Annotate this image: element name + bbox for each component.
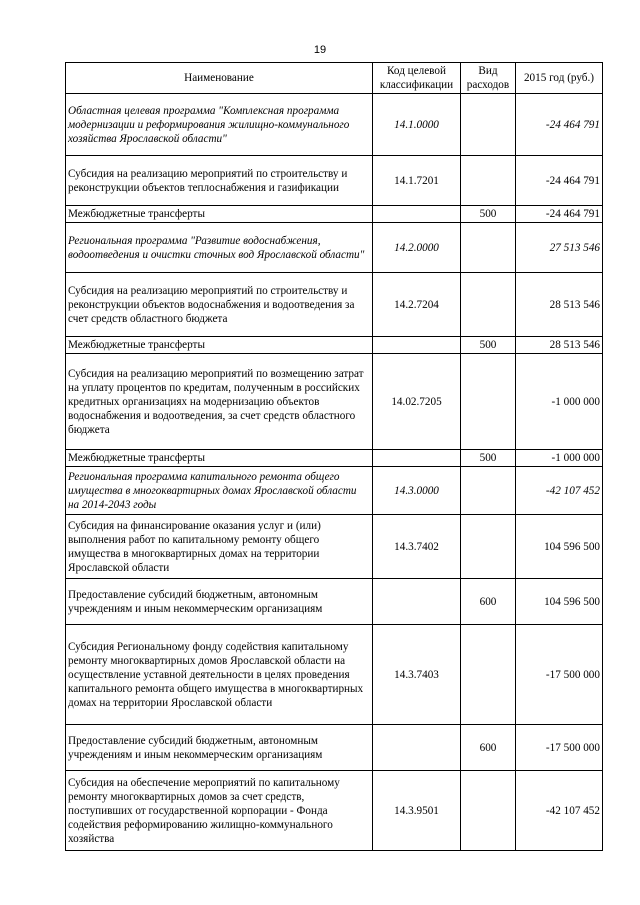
- row-sum: 28 513 546: [516, 273, 603, 337]
- row-name: Субсидия на реализацию мероприятий по строительству и реконструкции объектов водоснабжения и водоотведения за счет средств областного бюджета: [66, 273, 373, 337]
- row-code: 14.02.7205: [373, 354, 461, 450]
- row-sum: -24 464 791: [516, 94, 603, 156]
- row-sum: 28 513 546: [516, 337, 603, 354]
- row-name: Предоставление субсидий бюджетным, автономным учреждениям и иным некоммерческим организациям: [66, 579, 373, 625]
- row-code: [373, 579, 461, 625]
- row-name: Межбюджетные трансферты: [66, 337, 373, 354]
- table-row: [66, 354, 603, 450]
- row-type: 600: [461, 725, 516, 771]
- table-row: [66, 156, 603, 206]
- table-row: [66, 337, 603, 354]
- table-row: [66, 467, 603, 515]
- row-type: 600: [461, 579, 516, 625]
- row-code: 14.3.7402: [373, 515, 461, 579]
- row-sum: 104 596 500: [516, 579, 603, 625]
- row-type: [461, 94, 516, 156]
- row-code: [373, 206, 461, 223]
- row-sum: -17 500 000: [516, 725, 603, 771]
- table-header-row: [66, 63, 603, 94]
- row-type: 500: [461, 337, 516, 354]
- row-type: 500: [461, 206, 516, 223]
- row-code: 14.3.9501: [373, 771, 461, 851]
- row-name: Межбюджетные трансферты: [66, 206, 373, 223]
- row-type: [461, 223, 516, 273]
- row-code: 14.1.0000: [373, 94, 461, 156]
- row-type: [461, 354, 516, 450]
- header-code: Код целевой классификации: [373, 63, 461, 94]
- row-sum: -17 500 000: [516, 625, 603, 725]
- row-name: Субсидия на финансирование оказания услуг и (или) выполнения работ по капитальному ремонту общего имущества в многоквартирных домах на территории Ярославской области: [66, 515, 373, 579]
- table-row: [66, 94, 603, 156]
- header-sum: 2015 год (руб.): [516, 63, 603, 94]
- row-name: Субсидия на реализацию мероприятий по возмещению затрат на уплату процентов по кредитам, полученным в российских кредитных организациях на модернизацию объектов водоснабжения и водоотведения, за счет средств областного бюджета: [66, 354, 373, 450]
- table-row: [66, 725, 603, 771]
- table-row: [66, 625, 603, 725]
- table-row: [66, 206, 603, 223]
- row-sum: 27 513 546: [516, 223, 603, 273]
- row-sum: -24 464 791: [516, 206, 603, 223]
- page-number: 19: [313, 44, 327, 56]
- row-type: [461, 515, 516, 579]
- row-type: [461, 156, 516, 206]
- header-type: Вид расходов: [461, 63, 516, 94]
- row-code: 14.2.7204: [373, 273, 461, 337]
- table-row: [66, 771, 603, 851]
- row-type: [461, 625, 516, 725]
- table-row: [66, 579, 603, 625]
- row-type: [461, 467, 516, 515]
- row-type: 500: [461, 450, 516, 467]
- row-sum: 104 596 500: [516, 515, 603, 579]
- row-sum: -42 107 452: [516, 467, 603, 515]
- row-code: [373, 450, 461, 467]
- row-code: [373, 337, 461, 354]
- row-code: 14.3.0000: [373, 467, 461, 515]
- row-name: Предоставление субсидий бюджетным, автономным учреждениям и иным некоммерческим организациям: [66, 725, 373, 771]
- row-name: Региональная программа "Развитие водоснабжения, водоотведения и очистки сточных вод Ярославской области": [66, 223, 373, 273]
- header-name: Наименование: [66, 63, 373, 94]
- table-row: [66, 273, 603, 337]
- row-code: 14.2.0000: [373, 223, 461, 273]
- row-code: 14.1.7201: [373, 156, 461, 206]
- row-sum: -1 000 000: [516, 450, 603, 467]
- table-row: [66, 515, 603, 579]
- row-name: Субсидия на обеспечение мероприятий по капитальному ремонту многоквартирных домов за счет средств, поступивших от государственной корпорации - Фонда содействия реформированию жилищно-коммунального хозяйства: [66, 771, 373, 851]
- row-name: Субсидия Региональному фонду содействия капитальному ремонту многоквартирных домов Ярославской области на осуществление уставной деятельности в целях проведения капитального ремонта общего имущества в многоквартирных домах на территории Ярославской области: [66, 625, 373, 725]
- row-code: 14.3.7403: [373, 625, 461, 725]
- row-type: [461, 771, 516, 851]
- row-name: Региональная программа капитального ремонта общего имущества в многоквартирных домах Ярославской области на 2014-2043 годы: [66, 467, 373, 515]
- budget-table: [65, 62, 603, 851]
- row-name: Областная целевая программа "Комплексная программа модернизации и реформирования жилищно-коммунального хозяйства Ярославской области": [66, 94, 373, 156]
- row-type: [461, 273, 516, 337]
- row-name: Субсидия на реализацию мероприятий по строительству и реконструкции объектов теплоснабжения и газификации: [66, 156, 373, 206]
- table-row: [66, 450, 603, 467]
- row-sum: -24 464 791: [516, 156, 603, 206]
- row-sum: -1 000 000: [516, 354, 603, 450]
- row-name: Межбюджетные трансферты: [66, 450, 373, 467]
- row-sum: -42 107 452: [516, 771, 603, 851]
- row-code: [373, 725, 461, 771]
- table-row: [66, 223, 603, 273]
